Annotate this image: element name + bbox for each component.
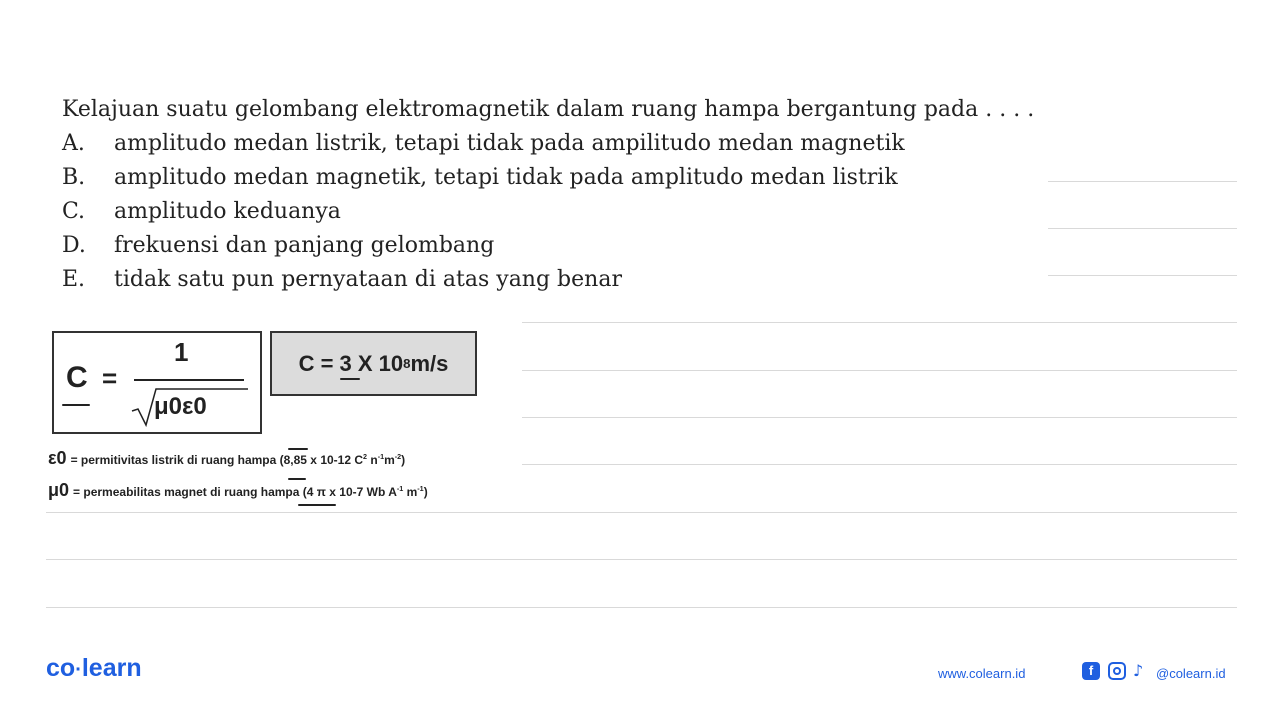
speed-of-light-value xyxy=(270,331,477,396)
mu-text: = permeabilitas magnet di ruang hampa (4 π x 10-7 Wb A xyxy=(73,485,397,499)
handwritten-mark xyxy=(288,448,308,450)
speed-of-light-formula xyxy=(52,331,262,434)
formula-c-symbol: C xyxy=(66,361,88,394)
value-unit: m/s xyxy=(410,350,449,376)
option-text: frekuensi dan panjang gelombang xyxy=(114,233,495,258)
option-letter: E. xyxy=(62,267,86,292)
formula-denominator: μ0ε0 xyxy=(154,393,207,420)
option-letter: A. xyxy=(62,131,85,156)
ruled-line xyxy=(522,464,1237,465)
formula-equals: = xyxy=(102,363,118,393)
ruled-line xyxy=(1048,275,1237,276)
logo-text: co xyxy=(46,654,76,682)
superscript: -1 xyxy=(377,452,385,461)
option-text: tidak satu pun pernyataan di atas yang benar xyxy=(114,267,622,292)
ruled-line xyxy=(522,417,1237,418)
option-letter: D. xyxy=(62,233,86,258)
instagram-icon[interactable] xyxy=(1108,662,1126,680)
option-d xyxy=(62,228,1034,264)
handwritten-mark xyxy=(288,478,306,480)
option-text: amplitudo medan magnetik, tetapi tidak pada amplitudo medan listrik xyxy=(114,165,898,190)
question-text: Kelajuan suatu gelombang elektromagnetik dalam ruang hampa bergantung pada . . . . xyxy=(62,97,1035,122)
tiktok-icon[interactable]: ♪ xyxy=(1133,661,1144,680)
handwritten-underline xyxy=(298,504,336,506)
unit-text: n xyxy=(367,453,378,467)
option-b xyxy=(62,160,1034,196)
superscript: 2 xyxy=(363,452,368,461)
value-base: C = 3 X 10 xyxy=(298,350,404,376)
mu-definition xyxy=(48,480,428,501)
unit-text: ) xyxy=(401,453,406,467)
unit-text: m xyxy=(384,453,395,467)
website-link[interactable]: www.colearn.id xyxy=(938,666,1026,681)
unit-text: m xyxy=(403,485,418,499)
formula-numerator: 1 xyxy=(174,337,189,367)
value-exponent: 8 xyxy=(403,356,411,371)
option-letter: C. xyxy=(62,199,86,224)
ruled-line xyxy=(46,512,1237,513)
facebook-icon[interactable]: f xyxy=(1082,662,1100,680)
superscript: -1 xyxy=(417,484,424,493)
option-text: amplitudo medan listrik, tetapi tidak pada ampilitudo medan magnetik xyxy=(114,131,905,156)
superscript: -2 xyxy=(394,452,402,461)
logo-text: learn xyxy=(81,654,142,682)
epsilon-definition xyxy=(48,448,405,469)
colearn-logo xyxy=(46,654,142,683)
logo-dot: · xyxy=(75,659,82,681)
ruled-line xyxy=(522,322,1237,323)
question-block xyxy=(62,92,1034,298)
ruled-line xyxy=(1048,181,1237,182)
mu-symbol: μ0 xyxy=(48,480,70,500)
unit-text: ) xyxy=(423,485,428,499)
ruled-line xyxy=(46,559,1237,560)
option-c xyxy=(62,194,1034,230)
option-text: amplitudo keduanya xyxy=(114,199,341,224)
option-e xyxy=(62,262,1034,298)
fraction-bar xyxy=(134,379,244,381)
social-handle[interactable]: @colearn.id xyxy=(1156,666,1226,681)
epsilon-symbol: ε0 xyxy=(48,448,67,468)
ruled-line xyxy=(46,607,1237,608)
ruled-line xyxy=(522,370,1237,371)
handwritten-underline xyxy=(340,378,360,380)
epsilon-text: = permitivitas listrik di ruang hampa (8,85 x 10-12 C xyxy=(70,453,364,467)
superscript: -1 xyxy=(396,484,404,493)
ruled-line xyxy=(1048,228,1237,229)
handwritten-underline xyxy=(62,404,90,406)
option-a xyxy=(62,126,1034,162)
option-letter: B. xyxy=(62,165,86,190)
